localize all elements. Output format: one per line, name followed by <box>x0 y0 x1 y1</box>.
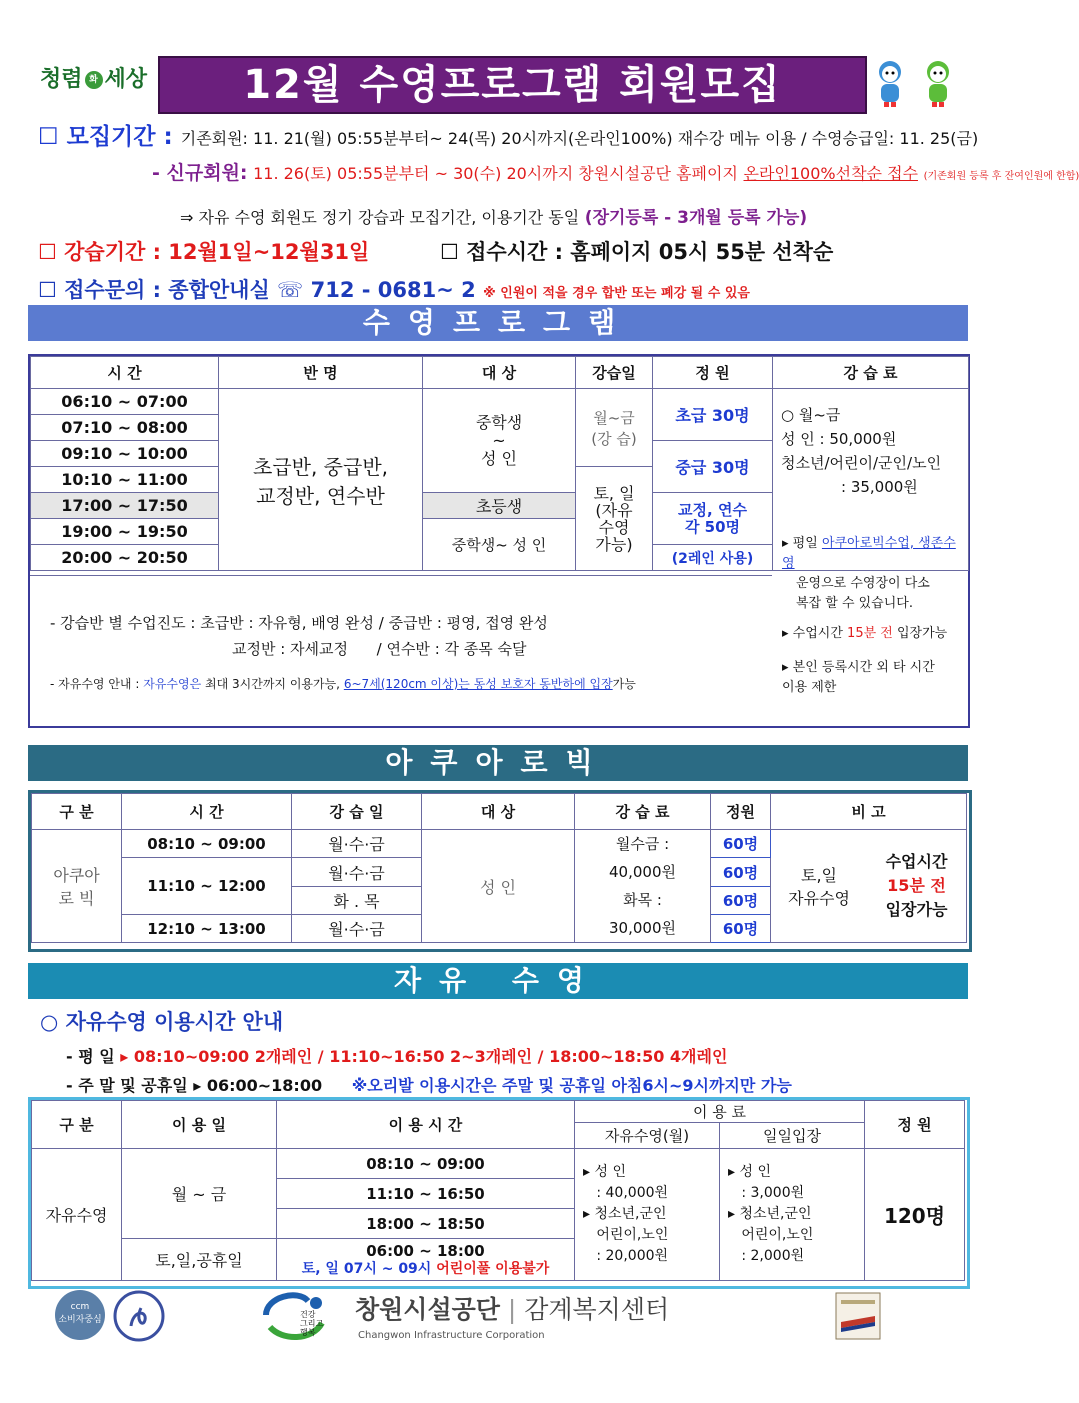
time-slot: 17:00 ~ 17:50 <box>31 493 219 519</box>
time-slot: 07:10 ~ 08:00 <box>31 415 219 441</box>
header-class: 반 명 <box>219 357 423 389</box>
class-name: 초급반, 중급반, 교정반, 연수반 <box>219 389 423 571</box>
progress-line-2: 교정반 : 자세교정 / 연수반 : 각 종목 숙달 <box>232 640 527 658</box>
free-weekend-row: - 주 말 및 공휴일 ▸ 06:00~18:00 ※오리발 이용시간은 주말 및 공휴일 아침6시~9시까지만 가능 <box>66 1076 792 1095</box>
aqua-days: 월·수·금 <box>292 858 422 887</box>
aqua-time: 12:10 ~ 13:00 <box>122 915 292 943</box>
weekend-restriction-note: 어린이풀 이용불가 <box>436 1260 550 1277</box>
aqua-header-fee: 강 습 료 <box>575 794 711 830</box>
header-days: 강습일 <box>576 357 653 389</box>
free-weekday-days: 월 ~ 금 <box>122 1149 277 1239</box>
free-daily-fee: ▸ 성 인 : 3,000원 ▸ 청소년,군인 어린이,노인 : 2,000원 <box>720 1149 865 1281</box>
weekend-restriction-time: 토, 일 07시 ~ 09시 <box>301 1260 432 1277</box>
aqua-category: 아쿠아 로 빅 <box>32 830 122 943</box>
free-time: 08:10 ~ 09:00 <box>277 1149 575 1179</box>
mascot-blue-icon <box>872 58 908 108</box>
aqua-fee: 월수금 : 40,000원 화목 : 30,000원 <box>575 830 711 943</box>
free-header-daily: 일일입장 <box>720 1123 865 1149</box>
fee-title: ○ 월~금 <box>781 406 841 424</box>
fee-adult: 성 인 : 50,000원 <box>781 430 897 448</box>
target-adult: 중학생 ~ 성 인 <box>423 389 576 493</box>
aqua-days: 월·수·금 <box>292 915 422 943</box>
free-category: 자유수영 <box>32 1149 122 1281</box>
free-monthly-fee: ▸ 성 인 : 40,000원 ▸ 청소년,군인 어린이,노인 : 20,000원 <box>575 1149 720 1281</box>
fee-youth-value: : 35,000원 <box>841 478 918 496</box>
target-elementary: 초등생 <box>423 493 576 519</box>
reception-time: ☐ 접수시간 : 홈페이지 05시 55분 선착순 <box>440 240 834 264</box>
ccm-badge: ccm 소비자중심 <box>55 1290 105 1340</box>
page-title-bar <box>158 56 867 114</box>
slogan: 건강 그리고 행복 <box>300 1310 324 1337</box>
time-slot: 10:10 ~ 11:00 <box>31 467 219 493</box>
free-weekday-row: - 평 일 ▸ 08:10~09:00 2개레인 / 11:10~16:50 2~3개레인 / 18:00~18:50 4개레인 <box>66 1047 728 1066</box>
free-header-fee: 이 용 료 <box>575 1101 865 1123</box>
free-guide: - 자유수영 안내 : 자유수영은 최대 3시간까지 이용가능, 6~7세(120cm 이상)는 동성 보호자 동반하에 입장가능 <box>50 677 636 691</box>
header-fee: 강 습 료 <box>773 357 969 389</box>
time-slot: 09:10 ~ 10:00 <box>31 441 219 467</box>
capacity-advanced: 교정, 연수 각 50명 <box>653 493 773 545</box>
inquiry-row <box>38 274 750 304</box>
free-capacity: 120명 <box>865 1149 965 1281</box>
inquiry-note: ※ 인원이 적을 경우 합반 또는 폐강 될 수 있음 <box>483 286 750 301</box>
time-slot: 20:00 ~ 20:50 <box>31 545 219 571</box>
swim-notes <box>782 534 962 698</box>
header-time: 시 간 <box>31 357 219 389</box>
recruit-label: ☐ 모집기간 : <box>38 124 173 150</box>
certification-seal-icon <box>113 1290 165 1342</box>
free-time: 11:10 ~ 16:50 <box>277 1179 575 1209</box>
note-entry: ▸ 수업시간 15분 전 입장가능 <box>782 626 948 641</box>
recruit-row <box>38 118 978 151</box>
inquiry-phone: ☐ 접수문의 : 종합안내실 ☏ 712 - 0681~ 2 <box>38 278 476 302</box>
free-table <box>31 1100 965 1281</box>
days-weekend: 토, 일 (자유 수영 가능) <box>576 467 653 571</box>
free-weekend-days: 토,일,공휴일 <box>122 1239 277 1281</box>
aqua-section-title: 아쿠아로빅 <box>28 745 968 781</box>
page-title: 12월 수영프로그램 회원모집 <box>243 62 782 108</box>
aqua-target: 성 인 <box>422 830 575 943</box>
swim-section-title: 수영프로그램 <box>28 305 968 341</box>
free-section-title: 자유 수영 <box>28 963 968 999</box>
free-note-row <box>180 203 807 228</box>
aqua-header-category: 구 분 <box>32 794 122 830</box>
free-header-category: 구 분 <box>32 1101 122 1149</box>
divider <box>30 575 772 576</box>
recruit-existing: 기존회원: 11. 21(월) 05:55분부터~ 24(목) 20시까지(온라인100%) 재수강 메뉴 이용 / 수영승급일: 11. 25(금) <box>180 129 979 148</box>
aqua-header-capacity: 정원 <box>711 794 771 830</box>
free-header-time: 이 용 시 간 <box>277 1101 575 1149</box>
company-name: 창원시설공단 | 감계복지센터 <box>355 1295 670 1324</box>
aqua-remark: 토,일 자유수영 수업시간 15분 전 입장가능 <box>771 830 967 943</box>
capacity-lanes: (2레인 사용) <box>653 545 773 571</box>
fee-youth: 청소년/어린이/군인/노인 <box>781 454 942 472</box>
logo-cheongryeom: 청렴 화 세상 <box>40 66 148 92</box>
recruit-new-note: (기존회원 등록 후 잔여인원에 한함) <box>923 171 1079 182</box>
capacity-intermediate: 중급 30명 <box>653 441 773 493</box>
aqua-capacity: 60명 <box>711 915 771 943</box>
aqua-capacity: 60명 <box>711 887 771 915</box>
free-header-monthly: 자유수영(월) <box>575 1123 720 1149</box>
aqua-days: 화 . 목 <box>292 887 422 915</box>
aqua-days: 월·수·금 <box>292 830 422 858</box>
aqua-capacity: 60명 <box>711 830 771 858</box>
time-slot: 06:10 ~ 07:00 <box>31 389 219 415</box>
free-weekend-time-cell <box>277 1239 575 1281</box>
progress-line-1: - 강습반 별 수업진도 : 초급반 : 자유형, 배영 완성 / 중급반 : 평영, 접영 완성 <box>50 614 548 632</box>
free-note: ⇒ 자유 수영 회원도 정기 강습과 모집기간, 이용기간 동일 <box>180 208 580 227</box>
recruit-new-label: - 신규회원: <box>152 162 248 184</box>
recruit-new-text: 11. 26(토) 05:55분부터 ~ 30(수) 20시까지 창원시설공단 홈페이지 <box>253 164 738 183</box>
free-time: 18:00 ~ 18:50 <box>277 1209 575 1239</box>
lesson-period: ☐ 강습기간 : 12월1일~12월31일 <box>38 240 370 264</box>
free-subtitle: ○ 자유수영 이용시간 안내 <box>40 1010 284 1034</box>
time-slot: 19:00 ~ 19:50 <box>31 519 219 545</box>
aqua-header-remark: 비 고 <box>771 794 967 830</box>
recruit-new-row <box>152 158 1079 185</box>
company-english: Changwon Infrastructure Corporation <box>358 1330 545 1341</box>
mascot-green-icon <box>920 58 956 108</box>
aqua-time: 08:10 ~ 09:00 <box>122 830 292 858</box>
logo-dot-icon: 화 <box>85 71 103 89</box>
capacity-beginner: 초급 30명 <box>653 389 773 441</box>
free-header-days: 이 용 일 <box>122 1101 277 1149</box>
header-capacity: 정 원 <box>653 357 773 389</box>
aqua-header-days: 강 습 일 <box>292 794 422 830</box>
target-middle-adult: 중학생~ 성 인 <box>423 519 576 571</box>
award-badge-icon <box>835 1292 881 1340</box>
aqua-table <box>31 793 967 943</box>
long-term-note: (장기등록 - 3개월 등록 가능) <box>584 208 808 228</box>
note-crowded: ▸ 평일 아쿠아로빅수업, 생존수영 운영으로 수영장이 다소 복잡 할 수 있습니다. <box>782 536 956 611</box>
aqua-header-target: 대 상 <box>422 794 575 830</box>
aqua-header-time: 시 간 <box>122 794 292 830</box>
note-limit: ▸ 본인 등록시간 외 타 시간 이용 제한 <box>782 660 935 695</box>
recruit-new-online: 온라인100%선착순 접수 <box>743 164 918 183</box>
aqua-capacity: 60명 <box>711 858 771 887</box>
days-weekday: 월~금 (강 습) <box>576 389 653 467</box>
free-header-capacity: 정 원 <box>865 1101 965 1149</box>
aqua-time: 11:10 ~ 12:00 <box>122 858 292 915</box>
free-time: 06:00 ~ 18:00 <box>366 1241 485 1260</box>
header-target: 대 상 <box>423 357 576 389</box>
